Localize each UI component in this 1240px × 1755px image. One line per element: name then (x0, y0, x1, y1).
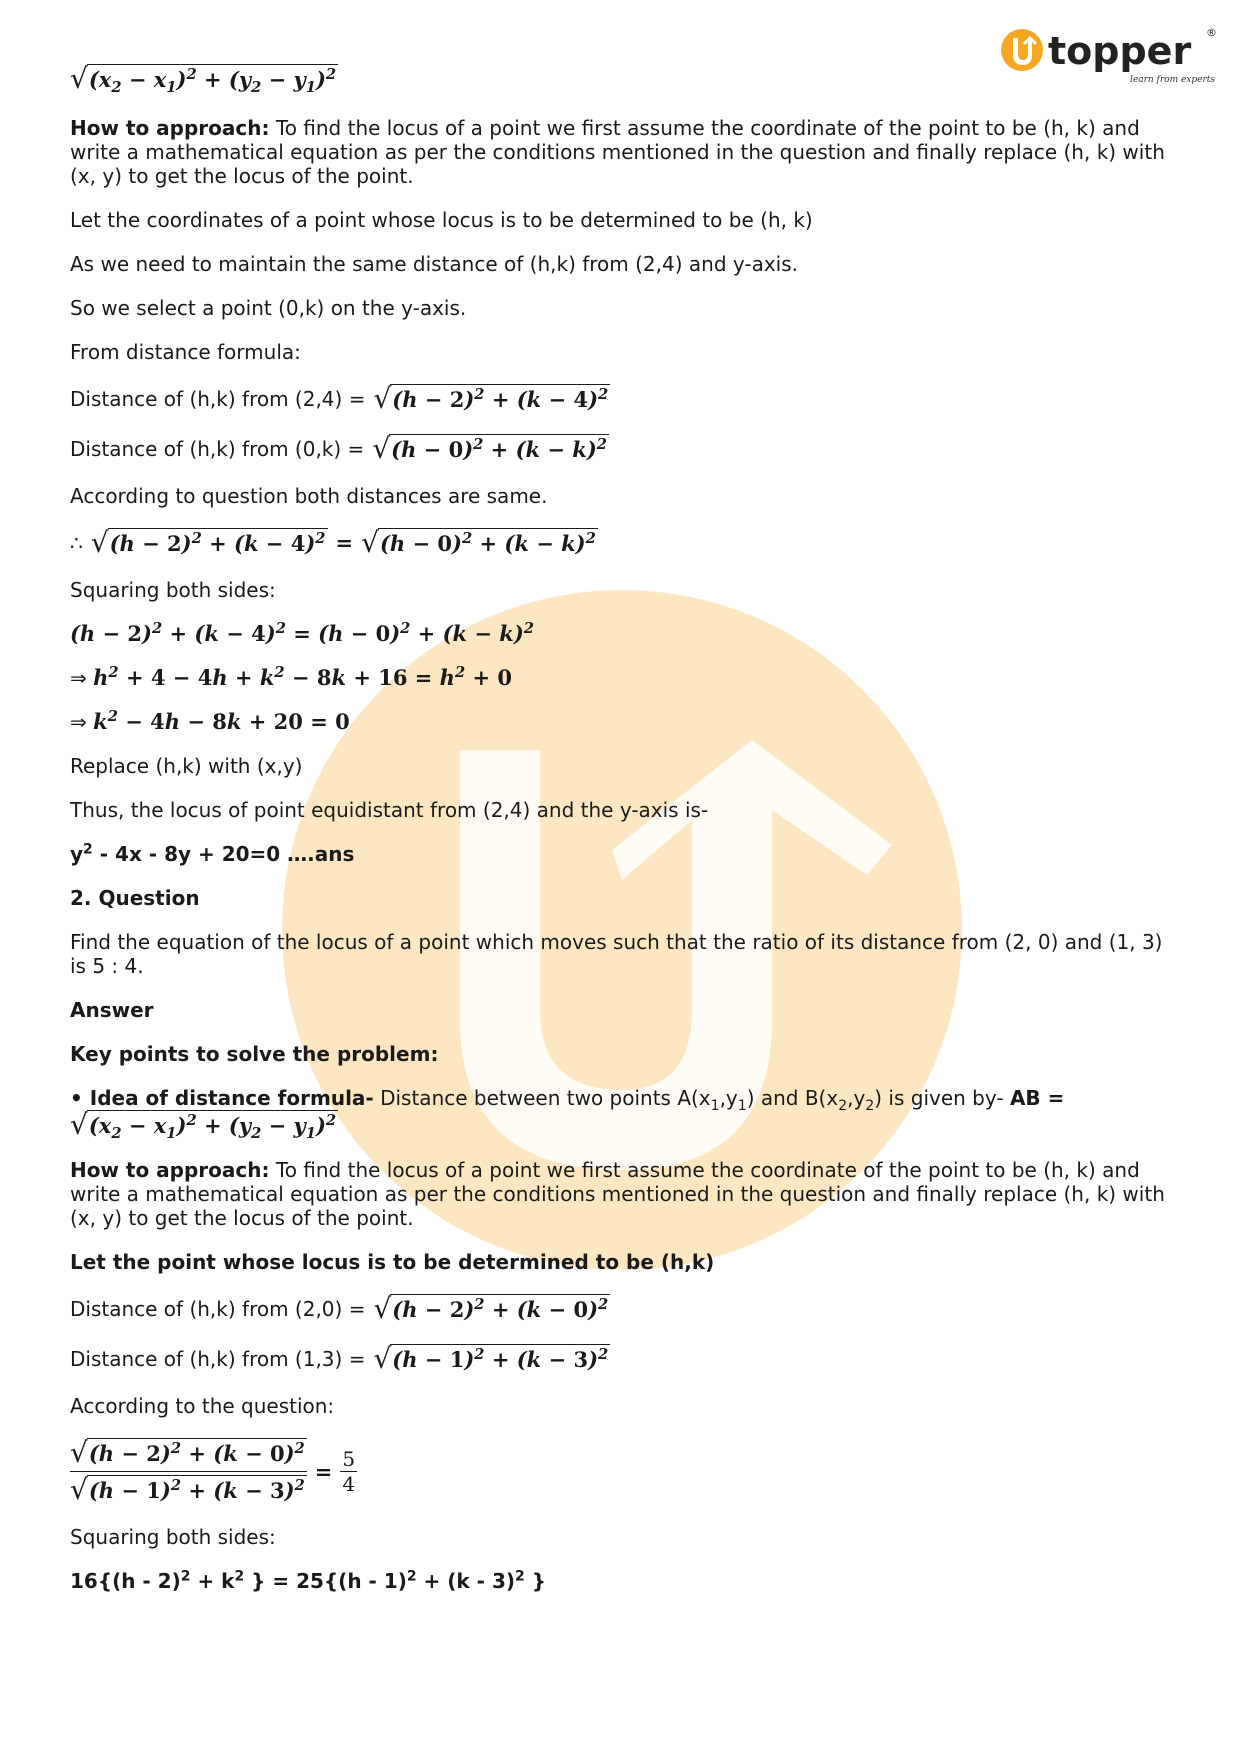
idea-text-b: ,y (719, 1086, 738, 1110)
final-sup-2: 2 (234, 1568, 245, 1585)
answer-y: y (70, 842, 84, 866)
sqrt-rhs: √ $(h - 0)^2 + (k - k)^2$ (361, 526, 596, 559)
distance-line-1 (70, 384, 1180, 414)
implies-symbol-2: ⇒ (70, 710, 87, 734)
therefore-symbol: ∴ (70, 531, 83, 555)
sqrt-expression-1: √ $(h - 2)^2 + (k - 4)^2$ (373, 382, 609, 415)
paragraph-thus-locus: Thus, the locus of point equidistant from (2,4) and the y-axis is- (70, 798, 709, 822)
simplified-expression: $k^2 - 4h - 8k + 20 = 0$ (93, 708, 350, 734)
final-equation (70, 1569, 1180, 1593)
answer-equation-1 (70, 842, 1180, 866)
approach-text-2: To find the locus of a point we first assume the coordinate of the point to be (h, k) and write a mathematical equation as per the conditions mentioned in the question and finally replace (h, k) with (x, y) to get the locus of the point. (70, 1158, 1165, 1230)
sqrt-expression-3: √ $(h - 2)^2 + (k - 0)^2$ (373, 1292, 609, 1325)
sqrt-distance-formula: √ $(x_2 - x_1)^2 + (y_2 - y_1)^2$ (70, 62, 337, 97)
equation-expanded (70, 666, 1180, 690)
sqrt-distance-formula-2: √ $(x_2 - x_1)^2 + (y_2 - y_1)^2$ (70, 1108, 337, 1143)
paragraph-distances-same: According to question both distances are same. (70, 484, 548, 508)
paragraph-according: According to the question: (70, 1394, 335, 1418)
paragraph-squaring-2: Squaring both sides: (70, 1525, 276, 1549)
distance-label-2: Distance of (h,k) from (0,k) = (70, 437, 365, 461)
question-2-text: Find the equation of the locus of a point which moves such that the ratio of its distance from (2, 0) and (1, 3) is 5 : 4. (70, 930, 1163, 978)
equals-sign: = (335, 530, 354, 555)
equation-simplified (70, 710, 1180, 734)
paragraph-squaring-1: Squaring both sides: (70, 578, 276, 602)
paragraph-distance-formula: From distance formula: (70, 340, 301, 364)
sqrt-expression-4: √ $(h - 1)^2 + (k - 3)^2$ (373, 1342, 609, 1375)
idea-ab: AB = (1009, 1086, 1065, 1110)
answer-heading: Answer (70, 998, 154, 1022)
final-a: 16{(h - 2) (70, 1569, 181, 1593)
approach-text: To find the locus of a point we first assume the coordinate of the point to be (h, k) and write a mathematical equation as per the conditions mentioned in the question and finally replace (h, k) with (x, y) to get the locus of the point. (70, 116, 1165, 188)
paragraph-replace: Replace (h,k) with (x,y) (70, 754, 303, 778)
approach-label-2: How to approach: (70, 1158, 270, 1182)
answer-sup: 2 (83, 841, 93, 858)
brand-name: topper (1048, 29, 1192, 73)
paragraph-maintain-distance: As we need to maintain the same distance of (h,k) from (2,4) and y-axis. (70, 252, 799, 276)
implies-symbol-1: ⇒ (70, 666, 87, 690)
answer-rest: - 4x - 8y + 20=0 ….ans (92, 842, 355, 866)
idea-text-d: ,y (847, 1086, 866, 1110)
paragraph-select-point: So we select a point (0,k) on the y-axis. (70, 296, 467, 320)
distance-line-4 (70, 1344, 1180, 1374)
ratio-denominator: 4 (342, 1472, 356, 1496)
final-sup-1: 2 (180, 1568, 191, 1585)
ratio-value (340, 1447, 357, 1496)
formula-top (70, 62, 1180, 97)
document-body (70, 64, 1180, 1613)
final-sup-4: 2 (515, 1568, 525, 1585)
distance-label-1: Distance of (h,k) from (2,4) = (70, 387, 366, 411)
approach-label: How to approach: (70, 116, 270, 140)
therefore-equation (70, 528, 1180, 558)
sqrt-lhs: √ $(h - 2)^2 + (k - 4)^2$ (90, 526, 326, 559)
final-d: + (k - 3) (416, 1569, 516, 1593)
distance-line-2 (70, 434, 1180, 464)
sqrt-expression-2: √ $(h - 0)^2 + (k - k)^2$ (372, 432, 608, 465)
approach-paragraph-2 (70, 1158, 1180, 1230)
sub-1b: 1 (737, 1098, 747, 1114)
equation-squared: $(h - 2)^2 + (k - 4)^2 = (h - 0)^2 + (k - k)^2$ (70, 620, 535, 646)
question-2-title: 2. Question (70, 886, 200, 910)
ratio-equation (70, 1438, 1180, 1505)
ratio-numerator: 5 (342, 1447, 356, 1471)
distance-label-3: Distance of (h,k) from (2,0) = (70, 1297, 366, 1321)
sub-1a: 1 (710, 1098, 720, 1114)
sub-2b: 2 (865, 1098, 875, 1114)
distance-label-4: Distance of (h,k) from (1,3) = (70, 1347, 366, 1371)
idea-text-e: ) is given by- (874, 1086, 1010, 1110)
idea-label: • Idea of distance formula- (70, 1086, 374, 1110)
final-b: + k (190, 1569, 235, 1593)
final-sup-3: 2 (406, 1568, 417, 1585)
idea-text-c: ) and B(x (746, 1086, 839, 1110)
brand-tagline: learn from experts (1130, 75, 1216, 85)
final-c: } = 25{(h - 1) (244, 1569, 407, 1593)
equals-sign-2: = (314, 1458, 333, 1484)
ratio-fraction: √ $(h - 2)^2 + (k - 0)^2$ √ $(h - 1)^2 + (k - 3)^2$ (70, 1436, 305, 1506)
key-points-heading: Key points to solve the problem: (70, 1042, 439, 1066)
registered-mark: ® (1206, 26, 1217, 39)
final-e: } (524, 1569, 546, 1593)
approach-paragraph-1 (70, 116, 1180, 188)
paragraph-let-coordinates: Let the coordinates of a point whose locus is to be determined to be (h, k) (70, 208, 813, 232)
distance-line-3 (70, 1294, 1180, 1324)
expanded-expression: $h^2 + 4 - 4h + k^2 - 8k + 16 = h^2 + 0$ (93, 664, 513, 690)
idea-distance-formula (70, 1086, 1180, 1143)
let-point-heading: Let the point whose locus is to be determined to be (h,k) (70, 1250, 715, 1274)
sub-2a: 2 (838, 1098, 848, 1114)
idea-text-a: Distance between two points A(x (373, 1086, 711, 1110)
